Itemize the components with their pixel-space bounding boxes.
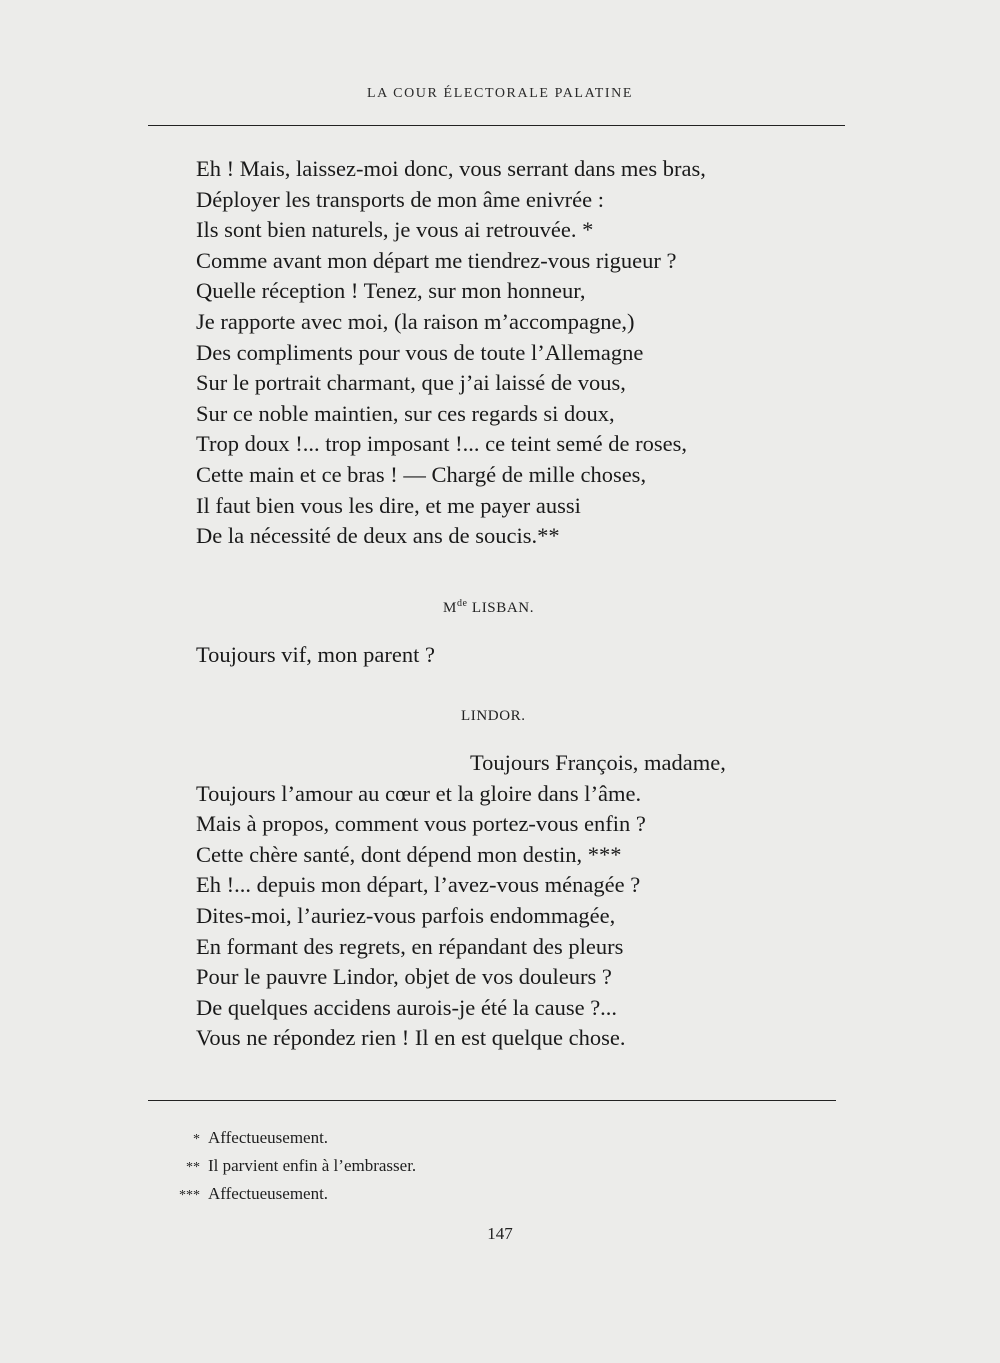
verse-line: De la nécessité de deux ans de soucis.** <box>196 523 560 549</box>
verse-line: En formant des regrets, en répandant des pleurs <box>196 933 624 959</box>
verse-line: Quelle réception ! Tenez, sur mon honneur, <box>196 278 586 304</box>
verse-line-continuation: Toujours François, madame, <box>470 750 726 775</box>
verse-block-1 <box>196 154 706 552</box>
footnote-text: Il parvient enfin à l’embrasser. <box>208 1156 417 1175</box>
footnotes <box>164 1125 416 1209</box>
verse-block-3 <box>196 748 726 1054</box>
verse-line: Sur le portrait charmant, que j’ai laissé de vous, <box>196 370 626 396</box>
verse-line: Mais à propos, comment vous portez-vous enfin ? <box>196 811 646 837</box>
verse-block-2 <box>196 640 435 671</box>
footnote-text: Affectueusement. <box>208 1128 329 1147</box>
verse-line: Eh ! Mais, laissez-moi donc, vous serrant dans mes bras, <box>196 156 706 181</box>
speaker-superscript: de <box>456 598 468 609</box>
verse-line: De quelques accidens aurois-je été la cause ?... <box>196 994 618 1020</box>
header-rule <box>148 125 845 126</box>
speaker-prefix: M <box>443 600 457 616</box>
footnote-mark: *** <box>179 1188 200 1203</box>
verse-line: Eh !... depuis mon départ, l’avez-vous ménagée ? <box>196 872 641 898</box>
speaker-lisban <box>443 598 534 617</box>
verse-line: Sur ce noble maintien, sur ces regards si doux, <box>196 400 615 426</box>
verse-line: Je rapporte avec moi, (la raison m’accompagne,) <box>196 308 635 334</box>
verse-line: Cette chère santé, dont dépend mon destin, *** <box>196 841 622 867</box>
footnote <box>164 1181 416 1209</box>
verse-line: Il faut bien vous les dire, et me payer aussi <box>196 492 581 518</box>
page-number: 147 <box>487 1224 513 1243</box>
verse-line: Comme avant mon départ me tiendrez-vous rigueur ? <box>196 247 677 273</box>
footnote-mark: * <box>193 1132 200 1147</box>
verse-line: Toujours l’amour au cœur et la gloire dans l’âme. <box>196 780 642 806</box>
verse-line: Des compliments pour vous de toute l’Allemagne <box>196 339 644 365</box>
verse-line: Déployer les transports de mon âme enivrée : <box>196 186 604 212</box>
footnote <box>164 1125 416 1153</box>
verse-line: Dites-moi, l’auriez-vous parfois endommagée, <box>196 902 616 928</box>
verse-line: Vous ne répondez rien ! Il en est quelque chose. <box>196 1025 626 1051</box>
verse-line: Ils sont bien naturels, je vous ai retrouvée. * <box>196 217 594 243</box>
speaker-lindor: LINDOR. <box>461 708 526 724</box>
footnote <box>164 1153 416 1181</box>
footnote-rule <box>148 1100 836 1101</box>
footnote-text: Affectueusement. <box>208 1184 329 1203</box>
verse-line: Trop doux !... trop imposant !... ce teint semé de roses, <box>196 431 687 457</box>
verse-line: Toujours vif, mon parent ? <box>196 642 435 667</box>
footnote-mark: ** <box>186 1160 200 1175</box>
verse-line: Cette main et ce bras ! — Chargé de mille choses, <box>196 461 647 487</box>
verse-line: Pour le pauvre Lindor, objet de vos douleurs ? <box>196 964 612 990</box>
running-title: LA COUR ÉLECTORALE PALATINE <box>366 86 634 101</box>
speaker-name: LISBAN. <box>467 600 535 616</box>
